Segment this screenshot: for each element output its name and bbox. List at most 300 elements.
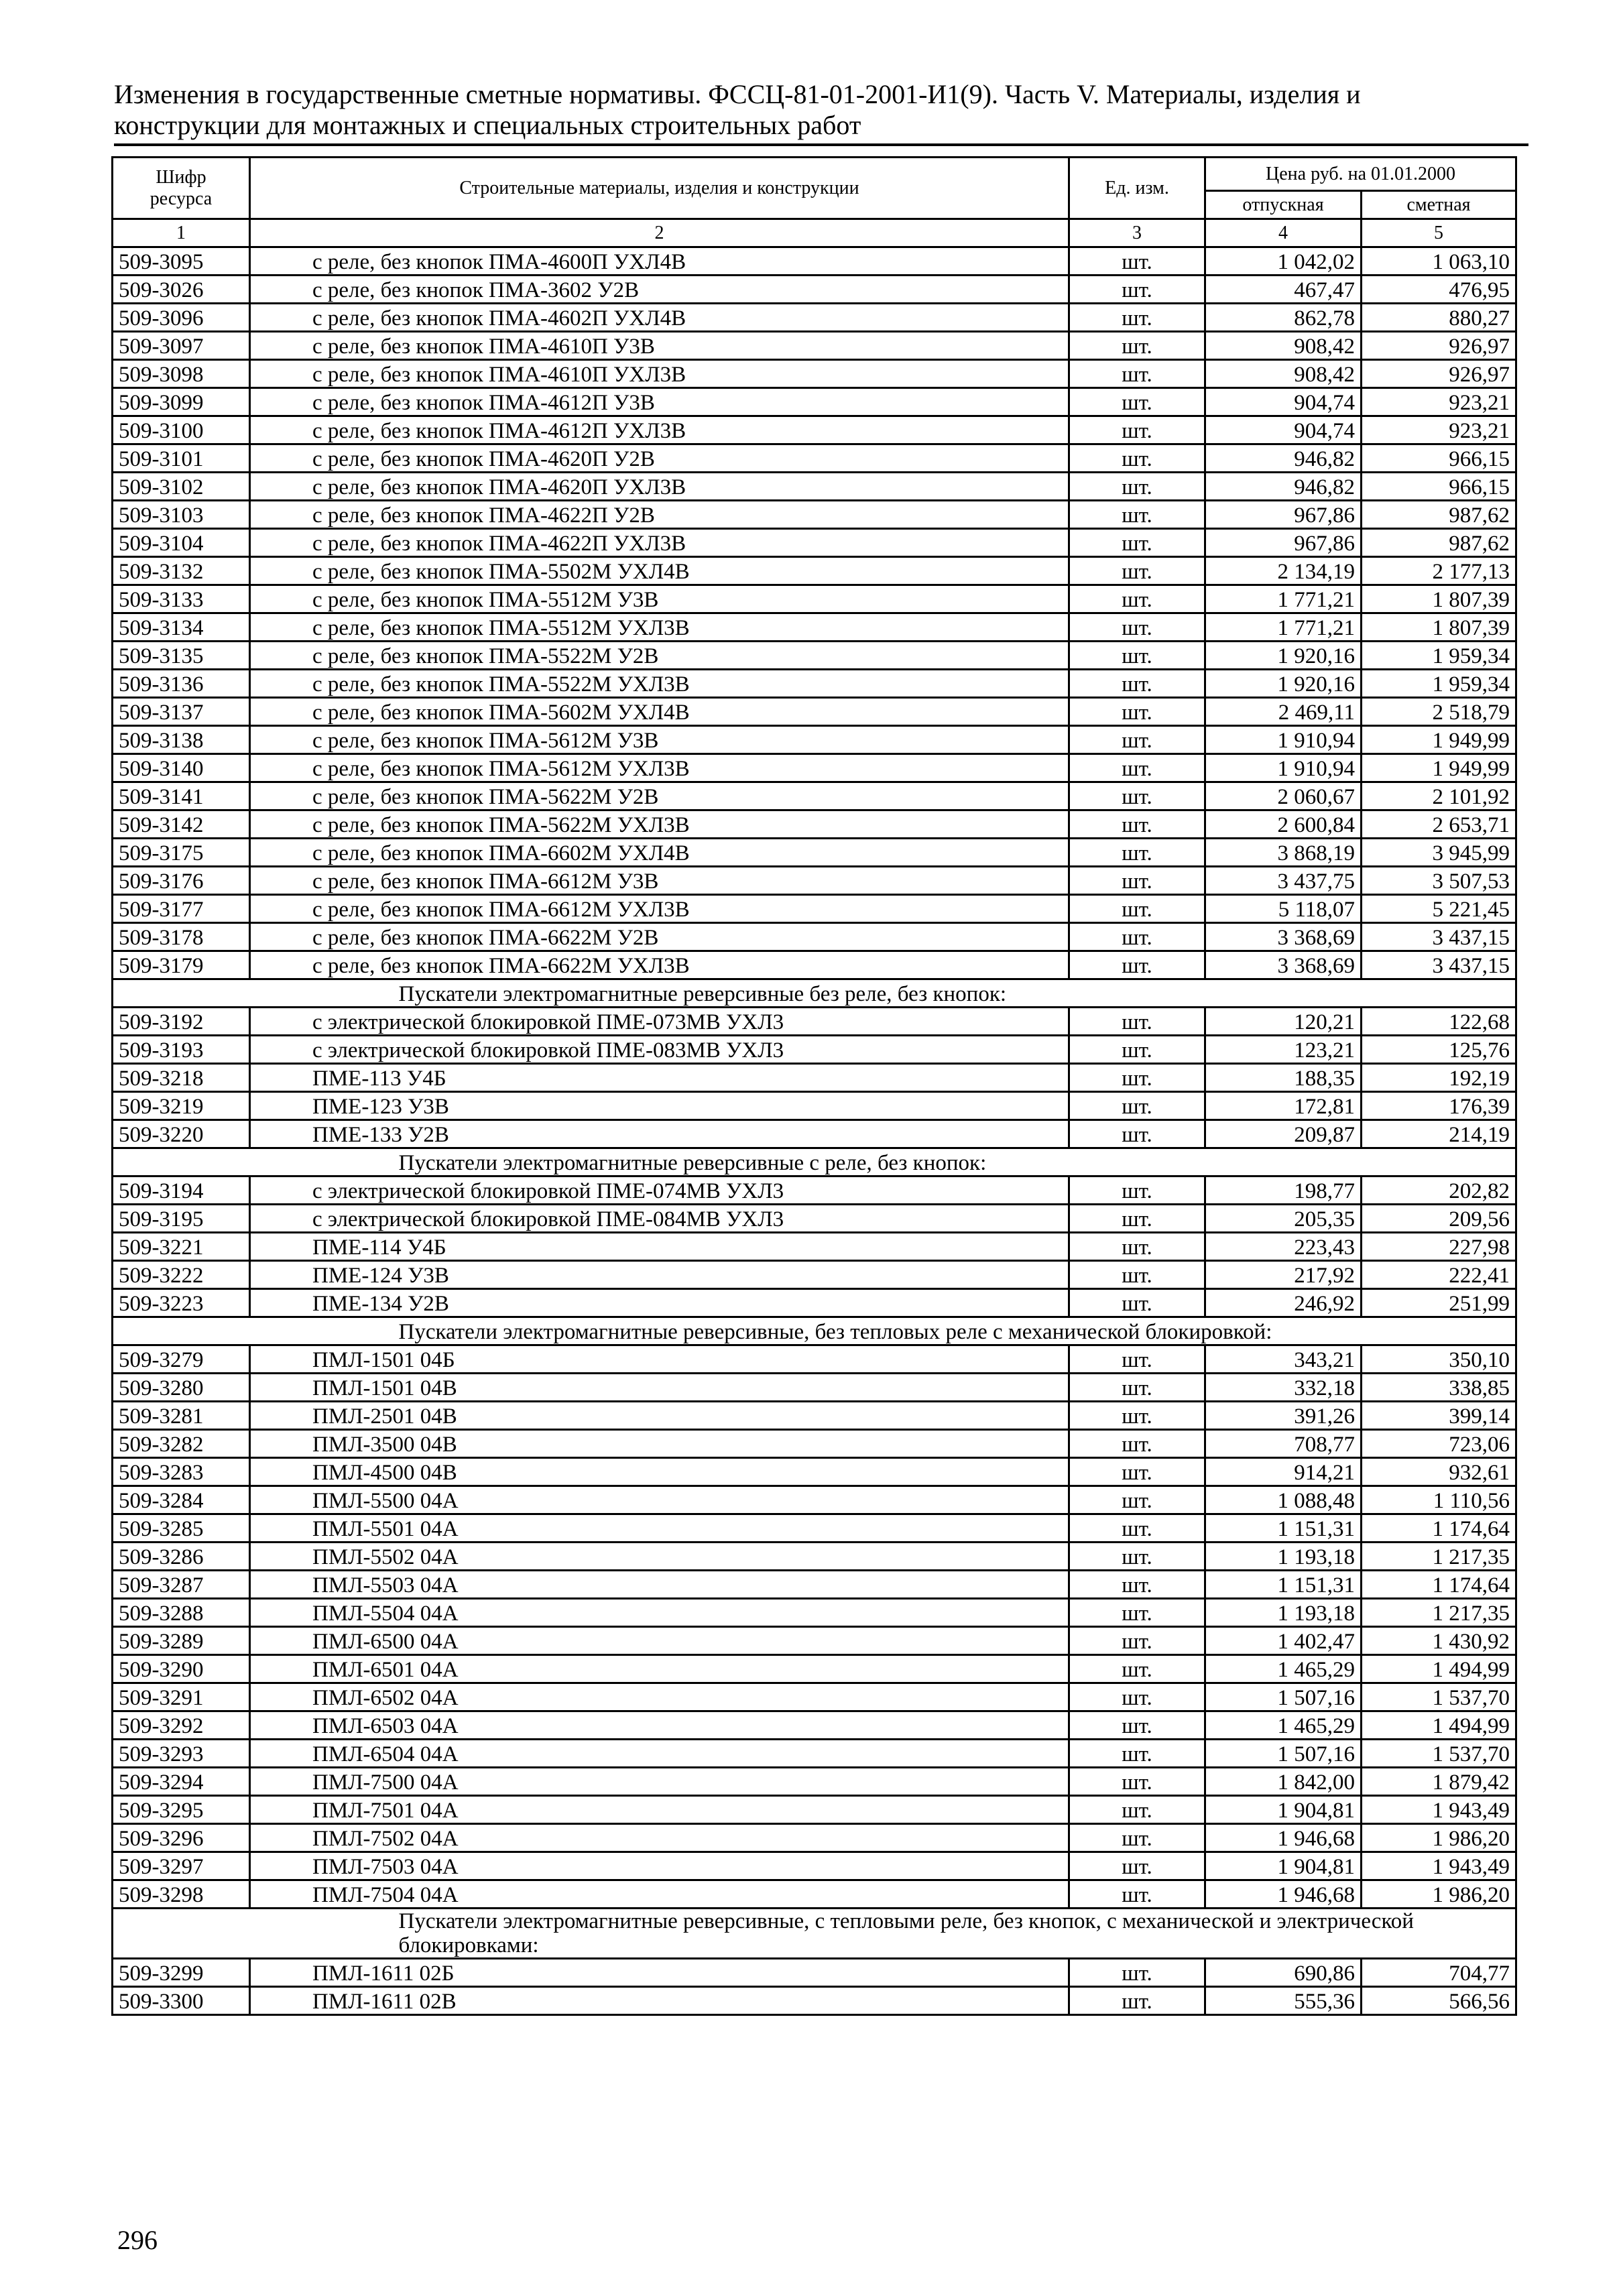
unit-cell: шт. bbox=[1069, 1289, 1205, 1317]
estimate-price: 176,39 bbox=[1362, 1092, 1516, 1120]
resource-code: 509-3096 bbox=[113, 304, 250, 332]
table-row bbox=[113, 1987, 1516, 2015]
estimate-price: 2 518,79 bbox=[1362, 698, 1516, 726]
unit-cell: шт. bbox=[1069, 1627, 1205, 1655]
table-row bbox=[113, 1008, 1516, 1036]
table-row bbox=[113, 1374, 1516, 1402]
table-row bbox=[113, 388, 1516, 416]
item-name: с реле, без кнопок ПМА-6622М У2В bbox=[250, 923, 1069, 951]
table-row bbox=[113, 529, 1516, 557]
item-name: ПМЕ-134 У2В bbox=[250, 1289, 1069, 1317]
estimate-price: 966,15 bbox=[1362, 473, 1516, 501]
release-price: 1 507,16 bbox=[1205, 1683, 1362, 1711]
resource-code: 509-3132 bbox=[113, 557, 250, 585]
release-price: 188,35 bbox=[1205, 1064, 1362, 1092]
item-name: ПМЛ-5502 04А bbox=[250, 1543, 1069, 1571]
estimate-price: 966,15 bbox=[1362, 444, 1516, 473]
unit-cell: шт. bbox=[1069, 895, 1205, 923]
resource-code: 509-3292 bbox=[113, 1711, 250, 1740]
release-price: 862,78 bbox=[1205, 304, 1362, 332]
section-row bbox=[113, 1148, 1516, 1176]
header-estimate-price: сметная bbox=[1362, 191, 1516, 219]
estimate-price: 476,95 bbox=[1362, 276, 1516, 304]
table-row bbox=[113, 332, 1516, 360]
item-name: ПМЛ-1501 04В bbox=[250, 1374, 1069, 1402]
unit-cell: шт. bbox=[1069, 1599, 1205, 1627]
item-name: с реле, без кнопок ПМА-6622М УХЛ3В bbox=[250, 951, 1069, 979]
unit-cell: шт. bbox=[1069, 726, 1205, 754]
estimate-price: 209,56 bbox=[1362, 1205, 1516, 1233]
item-name: ПМЕ-133 У2В bbox=[250, 1120, 1069, 1148]
header-code: Шифр ресурса bbox=[113, 158, 250, 219]
resource-code: 509-3223 bbox=[113, 1289, 250, 1317]
resource-code: 509-3179 bbox=[113, 951, 250, 979]
release-price: 1 946,68 bbox=[1205, 1824, 1362, 1852]
unit-cell: шт. bbox=[1069, 247, 1205, 276]
estimate-price: 987,62 bbox=[1362, 501, 1516, 529]
resource-code: 509-3297 bbox=[113, 1852, 250, 1880]
resource-code: 509-3193 bbox=[113, 1036, 250, 1064]
table-row bbox=[113, 1120, 1516, 1148]
release-price: 1 904,81 bbox=[1205, 1796, 1362, 1824]
unit-cell: шт. bbox=[1069, 782, 1205, 810]
estimate-price: 1 943,49 bbox=[1362, 1852, 1516, 1880]
resource-code: 509-3104 bbox=[113, 529, 250, 557]
item-name: с реле, без кнопок ПМА-5522М У2В bbox=[250, 642, 1069, 670]
section-spacer bbox=[113, 979, 250, 1008]
release-price: 3 368,69 bbox=[1205, 923, 1362, 951]
estimate-price: 227,98 bbox=[1362, 1233, 1516, 1261]
resource-code: 509-3102 bbox=[113, 473, 250, 501]
table-row bbox=[113, 1852, 1516, 1880]
resource-code: 509-3296 bbox=[113, 1824, 250, 1852]
item-name: ПМЕ-123 У3В bbox=[250, 1092, 1069, 1120]
release-price: 946,82 bbox=[1205, 444, 1362, 473]
table-row bbox=[113, 1627, 1516, 1655]
resource-code: 509-3222 bbox=[113, 1261, 250, 1289]
resource-code: 509-3103 bbox=[113, 501, 250, 529]
item-name: ПМЛ-6501 04А bbox=[250, 1655, 1069, 1683]
estimate-price: 1 494,99 bbox=[1362, 1711, 1516, 1740]
unit-cell: шт. bbox=[1069, 557, 1205, 585]
estimate-price: 3 437,15 bbox=[1362, 951, 1516, 979]
resource-code: 509-3291 bbox=[113, 1683, 250, 1711]
table-row bbox=[113, 304, 1516, 332]
estimate-price: 923,21 bbox=[1362, 416, 1516, 444]
resource-code: 509-3142 bbox=[113, 810, 250, 839]
table-row bbox=[113, 1261, 1516, 1289]
resource-code: 509-3279 bbox=[113, 1345, 250, 1374]
estimate-price: 1 986,20 bbox=[1362, 1824, 1516, 1852]
resource-code: 509-3177 bbox=[113, 895, 250, 923]
section-title: Пускатели электромагнитные реверсивные, без тепловых реле с механической блокировкой: bbox=[250, 1317, 1516, 1345]
release-price: 1 771,21 bbox=[1205, 585, 1362, 613]
resource-code: 509-3194 bbox=[113, 1176, 250, 1205]
resource-code: 509-3282 bbox=[113, 1430, 250, 1458]
unit-cell: шт. bbox=[1069, 810, 1205, 839]
release-price: 332,18 bbox=[1205, 1374, 1362, 1402]
item-name: с электрической блокировкой ПМЕ-073МВ УХЛ3 bbox=[250, 1008, 1069, 1036]
table-row bbox=[113, 585, 1516, 613]
estimate-price: 1 986,20 bbox=[1362, 1880, 1516, 1909]
item-name: ПМЕ-124 У3В bbox=[250, 1261, 1069, 1289]
table-row bbox=[113, 1064, 1516, 1092]
table-row bbox=[113, 416, 1516, 444]
resource-code: 509-3219 bbox=[113, 1092, 250, 1120]
resource-code: 509-3100 bbox=[113, 416, 250, 444]
section-row bbox=[113, 1317, 1516, 1345]
unit-cell: шт. bbox=[1069, 1036, 1205, 1064]
table-row bbox=[113, 1233, 1516, 1261]
estimate-price: 566,56 bbox=[1362, 1987, 1516, 2015]
estimate-price: 1 217,35 bbox=[1362, 1599, 1516, 1627]
estimate-price: 222,41 bbox=[1362, 1261, 1516, 1289]
item-name: с электрической блокировкой ПМЕ-083МВ УХЛ3 bbox=[250, 1036, 1069, 1064]
item-name: ПМЛ-7500 04А bbox=[250, 1768, 1069, 1796]
release-price: 3 437,75 bbox=[1205, 867, 1362, 895]
release-price: 217,92 bbox=[1205, 1261, 1362, 1289]
release-price: 967,86 bbox=[1205, 501, 1362, 529]
release-price: 1 402,47 bbox=[1205, 1627, 1362, 1655]
resource-code: 509-3192 bbox=[113, 1008, 250, 1036]
release-price: 1 910,94 bbox=[1205, 726, 1362, 754]
table-row bbox=[113, 782, 1516, 810]
estimate-price: 987,62 bbox=[1362, 529, 1516, 557]
resource-code: 509-3137 bbox=[113, 698, 250, 726]
item-name: с реле, без кнопок ПМА-4620П У2В bbox=[250, 444, 1069, 473]
item-name: с реле, без кнопок ПМА-4622П У2В bbox=[250, 501, 1069, 529]
unit-cell: шт. bbox=[1069, 1740, 1205, 1768]
resource-code: 509-3293 bbox=[113, 1740, 250, 1768]
estimate-price: 1 110,56 bbox=[1362, 1486, 1516, 1514]
section-spacer bbox=[113, 1317, 250, 1345]
release-price: 172,81 bbox=[1205, 1092, 1362, 1120]
resource-code: 509-3140 bbox=[113, 754, 250, 782]
estimate-price: 3 945,99 bbox=[1362, 839, 1516, 867]
item-name: ПМЛ-5501 04А bbox=[250, 1514, 1069, 1543]
item-name: ПМЕ-113 У4Б bbox=[250, 1064, 1069, 1092]
table-row bbox=[113, 895, 1516, 923]
estimate-price: 1 943,49 bbox=[1362, 1796, 1516, 1824]
table-row bbox=[113, 1711, 1516, 1740]
release-price: 1 465,29 bbox=[1205, 1655, 1362, 1683]
resource-code: 509-3138 bbox=[113, 726, 250, 754]
item-name: ПМЛ-5503 04А bbox=[250, 1571, 1069, 1599]
item-name: с реле, без кнопок ПМА-4622П УХЛ3В bbox=[250, 529, 1069, 557]
page-number: 296 bbox=[117, 2225, 158, 2255]
resource-code: 509-3289 bbox=[113, 1627, 250, 1655]
estimate-price: 1 807,39 bbox=[1362, 585, 1516, 613]
item-name: ПМЛ-3500 04В bbox=[250, 1430, 1069, 1458]
release-price: 1 042,02 bbox=[1205, 247, 1362, 276]
resource-code: 509-3026 bbox=[113, 276, 250, 304]
unit-cell: шт. bbox=[1069, 1374, 1205, 1402]
section-row bbox=[113, 979, 1516, 1008]
unit-cell: шт. bbox=[1069, 1852, 1205, 1880]
estimate-price: 192,19 bbox=[1362, 1064, 1516, 1092]
header-name: Строительные материалы, изделия и конструкции bbox=[250, 158, 1069, 219]
item-name: с реле, без кнопок ПМА-4620П УХЛ3В bbox=[250, 473, 1069, 501]
release-price: 343,21 bbox=[1205, 1345, 1362, 1374]
estimate-price: 1 430,92 bbox=[1362, 1627, 1516, 1655]
release-price: 1 465,29 bbox=[1205, 1711, 1362, 1740]
table-row bbox=[113, 276, 1516, 304]
item-name: с реле, без кнопок ПМА-5622М УХЛ3В bbox=[250, 810, 1069, 839]
unit-cell: шт. bbox=[1069, 1064, 1205, 1092]
release-price: 223,43 bbox=[1205, 1233, 1362, 1261]
item-name: ПМЛ-5500 04А bbox=[250, 1486, 1069, 1514]
table-row bbox=[113, 1740, 1516, 1768]
table-row bbox=[113, 557, 1516, 585]
release-price: 3 868,19 bbox=[1205, 839, 1362, 867]
estimate-price: 926,97 bbox=[1362, 360, 1516, 388]
unit-cell: шт. bbox=[1069, 1176, 1205, 1205]
unit-cell: шт. bbox=[1069, 444, 1205, 473]
release-price: 708,77 bbox=[1205, 1430, 1362, 1458]
estimate-price: 2 101,92 bbox=[1362, 782, 1516, 810]
release-price: 904,74 bbox=[1205, 388, 1362, 416]
unit-cell: шт. bbox=[1069, 332, 1205, 360]
release-price: 1 507,16 bbox=[1205, 1740, 1362, 1768]
item-name: ПМЛ-6500 04А bbox=[250, 1627, 1069, 1655]
unit-cell: шт. bbox=[1069, 1543, 1205, 1571]
release-price: 967,86 bbox=[1205, 529, 1362, 557]
table-row bbox=[113, 1599, 1516, 1627]
unit-cell: шт. bbox=[1069, 1345, 1205, 1374]
estimate-price: 2 177,13 bbox=[1362, 557, 1516, 585]
table-row bbox=[113, 1959, 1516, 1987]
item-name: ПМЛ-7501 04А bbox=[250, 1796, 1069, 1824]
estimate-price: 251,99 bbox=[1362, 1289, 1516, 1317]
unit-cell: шт. bbox=[1069, 1796, 1205, 1824]
item-name: с реле, без кнопок ПМА-5612М У3В bbox=[250, 726, 1069, 754]
estimate-price: 1 217,35 bbox=[1362, 1543, 1516, 1571]
table-row bbox=[113, 642, 1516, 670]
estimate-price: 1 959,34 bbox=[1362, 670, 1516, 698]
table-row bbox=[113, 1796, 1516, 1824]
section-title: Пускатели электромагнитные реверсивные с реле, без кнопок: bbox=[250, 1148, 1516, 1176]
resource-code: 509-3178 bbox=[113, 923, 250, 951]
colnum-5: 5 bbox=[1362, 219, 1516, 247]
table-row bbox=[113, 1176, 1516, 1205]
resource-code: 509-3280 bbox=[113, 1374, 250, 1402]
table-body bbox=[113, 247, 1516, 2015]
section-title: Пускатели электромагнитные реверсивные без реле, без кнопок: bbox=[250, 979, 1516, 1008]
item-name: с реле, без кнопок ПМА-5612М УХЛ3В bbox=[250, 754, 1069, 782]
item-name: с реле, без кнопок ПМА-5622М У2В bbox=[250, 782, 1069, 810]
estimate-price: 5 221,45 bbox=[1362, 895, 1516, 923]
colnum-1: 1 bbox=[113, 219, 250, 247]
release-price: 690,86 bbox=[1205, 1959, 1362, 1987]
unit-cell: шт. bbox=[1069, 923, 1205, 951]
table-row bbox=[113, 1402, 1516, 1430]
section-row bbox=[113, 1909, 1516, 1959]
resource-code: 509-3290 bbox=[113, 1655, 250, 1683]
table-row bbox=[113, 1205, 1516, 1233]
resource-code: 509-3095 bbox=[113, 247, 250, 276]
item-name: ПМЛ-7503 04А bbox=[250, 1852, 1069, 1880]
header-unit: Ед. изм. bbox=[1069, 158, 1205, 219]
unit-cell: шт. bbox=[1069, 416, 1205, 444]
release-price: 555,36 bbox=[1205, 1987, 1362, 2015]
item-name: ПМЛ-4500 04В bbox=[250, 1458, 1069, 1486]
table-row bbox=[113, 1289, 1516, 1317]
estimate-price: 1 537,70 bbox=[1362, 1683, 1516, 1711]
unit-cell: шт. bbox=[1069, 1092, 1205, 1120]
header-line-1: Изменения в государственные сметные нормативы. ФССЦ-81-01-2001-И1(9). Часть V. Материалы, изделия и bbox=[114, 79, 1361, 109]
release-price: 946,82 bbox=[1205, 473, 1362, 501]
header-line-2: конструкции для монтажных и специальных строительных работ bbox=[114, 110, 861, 140]
estimate-price: 1 879,42 bbox=[1362, 1768, 1516, 1796]
table-row bbox=[113, 698, 1516, 726]
unit-cell: шт. bbox=[1069, 1430, 1205, 1458]
item-name: с электрической блокировкой ПМЕ-084МВ УХЛ3 bbox=[250, 1205, 1069, 1233]
item-name: ПМЛ-6503 04А bbox=[250, 1711, 1069, 1740]
resource-code: 509-3294 bbox=[113, 1768, 250, 1796]
unit-cell: шт. bbox=[1069, 1486, 1205, 1514]
resource-code: 509-3299 bbox=[113, 1959, 250, 1987]
item-name: с реле, без кнопок ПМА-6612М УХЛ3В bbox=[250, 895, 1069, 923]
unit-cell: шт. bbox=[1069, 1987, 1205, 2015]
release-price: 209,87 bbox=[1205, 1120, 1362, 1148]
table-row bbox=[113, 867, 1516, 895]
unit-cell: шт. bbox=[1069, 1655, 1205, 1683]
table-row bbox=[113, 1345, 1516, 1374]
estimate-price: 1 807,39 bbox=[1362, 613, 1516, 642]
resource-code: 509-3300 bbox=[113, 1987, 250, 2015]
item-name: с реле, без кнопок ПМА-5512М У3В bbox=[250, 585, 1069, 613]
unit-cell: шт. bbox=[1069, 642, 1205, 670]
table-row bbox=[113, 1880, 1516, 1909]
table-row bbox=[113, 839, 1516, 867]
estimate-price: 122,68 bbox=[1362, 1008, 1516, 1036]
release-price: 1 842,00 bbox=[1205, 1768, 1362, 1796]
unit-cell: шт. bbox=[1069, 360, 1205, 388]
release-price: 123,21 bbox=[1205, 1036, 1362, 1064]
resource-code: 509-3141 bbox=[113, 782, 250, 810]
unit-cell: шт. bbox=[1069, 1233, 1205, 1261]
table-row bbox=[113, 1768, 1516, 1796]
item-name: ПМЛ-7502 04А bbox=[250, 1824, 1069, 1852]
release-price: 2 060,67 bbox=[1205, 782, 1362, 810]
estimate-price: 923,21 bbox=[1362, 388, 1516, 416]
colnum-3: 3 bbox=[1069, 219, 1205, 247]
item-name: с реле, без кнопок ПМА-4612П УХЛ3В bbox=[250, 416, 1069, 444]
resource-code: 509-3284 bbox=[113, 1486, 250, 1514]
resource-code: 509-3221 bbox=[113, 1233, 250, 1261]
resource-code: 509-3285 bbox=[113, 1514, 250, 1543]
item-name: с электрической блокировкой ПМЕ-074МВ УХЛ3 bbox=[250, 1176, 1069, 1205]
resource-code: 509-3133 bbox=[113, 585, 250, 613]
item-name: с реле, без кнопок ПМА-4610П У3В bbox=[250, 332, 1069, 360]
unit-cell: шт. bbox=[1069, 1768, 1205, 1796]
unit-cell: шт. bbox=[1069, 1261, 1205, 1289]
release-price: 246,92 bbox=[1205, 1289, 1362, 1317]
estimate-price: 704,77 bbox=[1362, 1959, 1516, 1987]
resource-code: 509-3286 bbox=[113, 1543, 250, 1571]
unit-cell: шт. bbox=[1069, 754, 1205, 782]
unit-cell: шт. bbox=[1069, 473, 1205, 501]
estimate-price: 2 653,71 bbox=[1362, 810, 1516, 839]
table-row bbox=[113, 1036, 1516, 1064]
unit-cell: шт. bbox=[1069, 1711, 1205, 1740]
table-row bbox=[113, 951, 1516, 979]
section-spacer bbox=[113, 1148, 250, 1176]
resource-code: 509-3287 bbox=[113, 1571, 250, 1599]
item-name: ПМЛ-1611 02В bbox=[250, 1987, 1069, 2015]
unit-cell: шт. bbox=[1069, 304, 1205, 332]
table-row bbox=[113, 473, 1516, 501]
item-name: ПМЛ-1611 02Б bbox=[250, 1959, 1069, 1987]
item-name: с реле, без кнопок ПМА-4612П У3В bbox=[250, 388, 1069, 416]
estimate-price: 350,10 bbox=[1362, 1345, 1516, 1374]
item-name: с реле, без кнопок ПМА-4602П УХЛ4В bbox=[250, 304, 1069, 332]
estimate-price: 1 949,99 bbox=[1362, 754, 1516, 782]
unit-cell: шт. bbox=[1069, 698, 1205, 726]
resource-code: 509-3136 bbox=[113, 670, 250, 698]
release-price: 1 193,18 bbox=[1205, 1543, 1362, 1571]
resource-code: 509-3098 bbox=[113, 360, 250, 388]
unit-cell: шт. bbox=[1069, 1514, 1205, 1543]
release-price: 2 469,11 bbox=[1205, 698, 1362, 726]
unit-cell: шт. bbox=[1069, 529, 1205, 557]
estimate-price: 1 494,99 bbox=[1362, 1655, 1516, 1683]
release-price: 1 151,31 bbox=[1205, 1514, 1362, 1543]
resource-code: 509-3134 bbox=[113, 613, 250, 642]
table-row bbox=[113, 1683, 1516, 1711]
release-price: 1 904,81 bbox=[1205, 1852, 1362, 1880]
table-row bbox=[113, 360, 1516, 388]
unit-cell: шт. bbox=[1069, 1008, 1205, 1036]
item-name: с реле, без кнопок ПМА-5502М УХЛ4В bbox=[250, 557, 1069, 585]
unit-cell: шт. bbox=[1069, 867, 1205, 895]
unit-cell: шт. bbox=[1069, 1402, 1205, 1430]
unit-cell: шт. bbox=[1069, 1880, 1205, 1909]
table-row bbox=[113, 754, 1516, 782]
release-price: 5 118,07 bbox=[1205, 895, 1362, 923]
unit-cell: шт. bbox=[1069, 1120, 1205, 1148]
estimate-price: 3 437,15 bbox=[1362, 923, 1516, 951]
resource-code: 509-3283 bbox=[113, 1458, 250, 1486]
table-row bbox=[113, 613, 1516, 642]
item-name: ПМЛ-1501 04Б bbox=[250, 1345, 1069, 1374]
unit-cell: шт. bbox=[1069, 839, 1205, 867]
table-row bbox=[113, 444, 1516, 473]
estimate-price: 399,14 bbox=[1362, 1402, 1516, 1430]
estimate-price: 1 959,34 bbox=[1362, 642, 1516, 670]
unit-cell: шт. bbox=[1069, 1205, 1205, 1233]
item-name: с реле, без кнопок ПМА-5602М УХЛ4В bbox=[250, 698, 1069, 726]
price-table bbox=[111, 156, 1517, 2016]
release-price: 120,21 bbox=[1205, 1008, 1362, 1036]
release-price: 467,47 bbox=[1205, 276, 1362, 304]
unit-cell: шт. bbox=[1069, 1683, 1205, 1711]
unit-cell: шт. bbox=[1069, 951, 1205, 979]
resource-code: 509-3298 bbox=[113, 1880, 250, 1909]
resource-code: 509-3288 bbox=[113, 1599, 250, 1627]
item-name: ПМЛ-6502 04А bbox=[250, 1683, 1069, 1711]
item-name: с реле, без кнопок ПМА-4610П УХЛ3В bbox=[250, 360, 1069, 388]
table-row bbox=[113, 247, 1516, 276]
table-row bbox=[113, 1486, 1516, 1514]
resource-code: 509-3295 bbox=[113, 1796, 250, 1824]
estimate-price: 3 507,53 bbox=[1362, 867, 1516, 895]
item-name: ПМЛ-2501 04В bbox=[250, 1402, 1069, 1430]
unit-cell: шт. bbox=[1069, 501, 1205, 529]
unit-cell: шт. bbox=[1069, 1458, 1205, 1486]
estimate-price: 723,06 bbox=[1362, 1430, 1516, 1458]
estimate-price: 1 063,10 bbox=[1362, 247, 1516, 276]
